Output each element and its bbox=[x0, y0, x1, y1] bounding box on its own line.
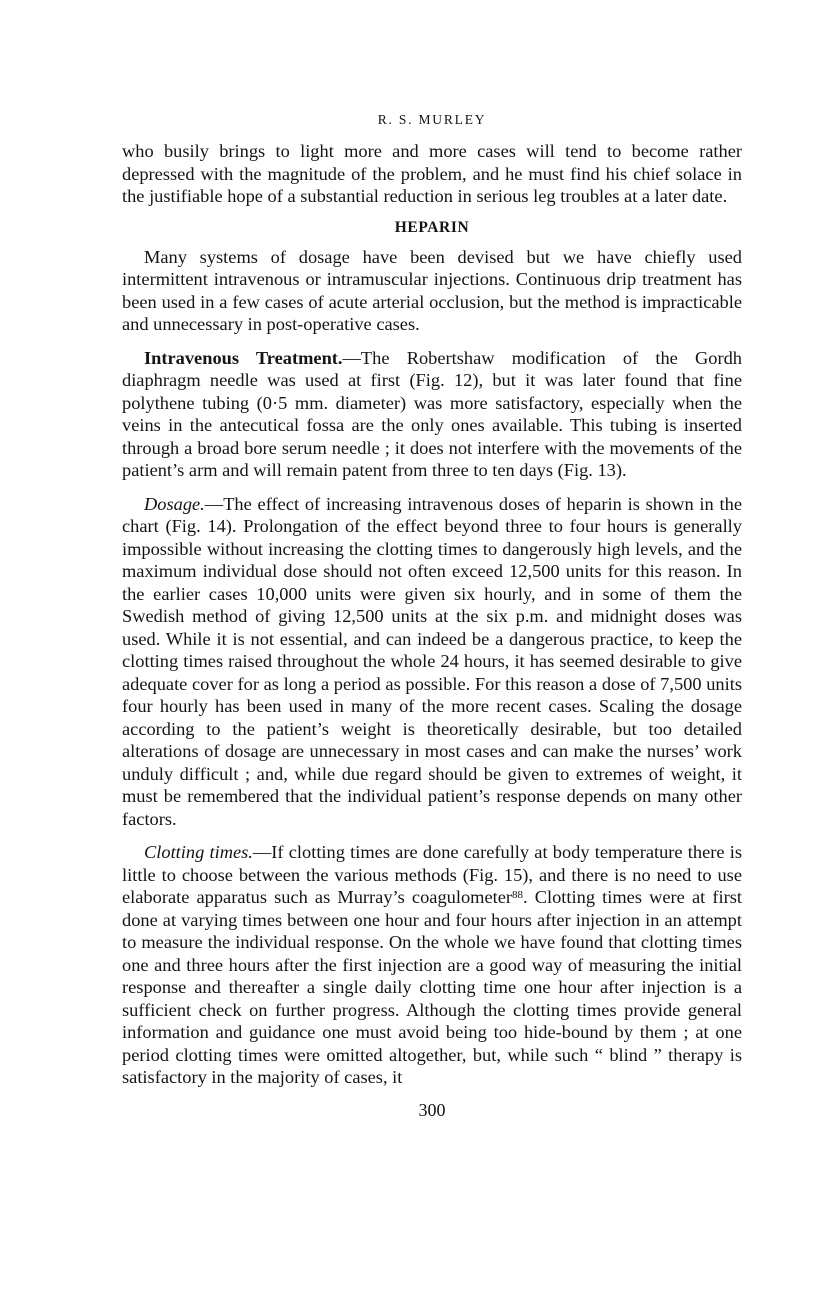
journal-page bbox=[122, 100, 742, 1121]
paragraph-dosage-systems: Many systems of dosage have been devised but we have chiefly used intermittent intravenous or intramuscular injections. Continuous drip treatment has been used in a few cases of acute arterial occlusion, but the method is impracticable and unnecessary in post-operative cases. bbox=[122, 246, 742, 334]
dosage-heading: Dosage. bbox=[144, 493, 205, 514]
paragraph-dosage bbox=[122, 493, 742, 831]
clotting-times-text-before-reference: —If clotting times are done carefully at body temperature there is little to choose between the various methods (Fig. 15), and there is no need to use elaborate apparatus such as Murray’s coagulometer bbox=[122, 842, 742, 907]
intravenous-treatment-heading: Intravenous Treatment. bbox=[144, 347, 343, 368]
running-head: R. S. MURLEY bbox=[377, 112, 487, 127]
intravenous-treatment-text: —The Robertshaw modification of the Gordh diaphragm needle was used at first (Fig. 12), but it was later found that fine polythene tubing (0·5 mm. diameter) was more satisfactory, especially when the veins in the antecutical fossa are the only ones available. This tubing is inserted through a broad bore serum needle ; it does not interfere with the movements of the patient’s arm and will remain patent from three to ten days (Fig. 13). bbox=[122, 347, 742, 480]
page-number: 300 bbox=[418, 1099, 446, 1120]
paragraph-intravenous-treatment bbox=[122, 347, 742, 482]
paragraph-continuation: who busily brings to light more and more cases will tend to become rather depressed with the magnitude of the problem, and he must find his chief solace in the justifiable hope of a substantial reduction in serious leg troubles at a later date. bbox=[122, 141, 742, 206]
dosage-text: —The effect of increasing intravenous doses of heparin is shown in the chart (Fig. 14). Prolongation of the effect beyond three to four hours is generally impossible without increasing the clotting times to dangerously high levels, and the maximum individual dose should not often exceed 12,500 units for this reason. In the earlier cases 10,000 units were given six hourly, and in some of them the Swedish method of giving 12,500 units at the six p.m. and midnight doses was used. While it is not essential, and can indeed be a dangerous practice, to keep the clotting times raised throughout the whole 24 hours, it has seemed desirable to give adequate cover for as long a period as possible. For this reason a dose of 7,500 units four hourly has been used in many of the more recent cases. Scaling the dosage according to the patient’s weight is theoretically desirable, but too detailed alterations of dosage are unnecessary in most cases and can make the nurses’ work unduly difficult ; and, while due regard should be given to extremes of weight, it must be remembered that the individual patient’s response depends on many other factors. bbox=[122, 493, 742, 829]
section-heading-heparin: HEPARIN bbox=[394, 218, 470, 236]
clotting-times-heading: Clotting times. bbox=[144, 842, 253, 862]
clotting-times-text-after-reference: . Clotting times were at first done at varying times between one hour and four hours after injection in an attempt to measure the individual response. On the whole we have found that clotting times one and three hours after the first injection are a good way of measuring the initial response and thereafter a single daily clotting time one hour after injection is a sufficient check on further progress. Although the clotting times provide general information and guidance one must avoid being too hide-bound by them ; at one period clotting times were omitted altogether, but, while such “ blind ” therapy is satisfactory in the majority of cases, it bbox=[122, 887, 742, 1087]
reference-superscript: 88 bbox=[512, 889, 523, 901]
paragraph-clotting-times bbox=[122, 841, 742, 1089]
